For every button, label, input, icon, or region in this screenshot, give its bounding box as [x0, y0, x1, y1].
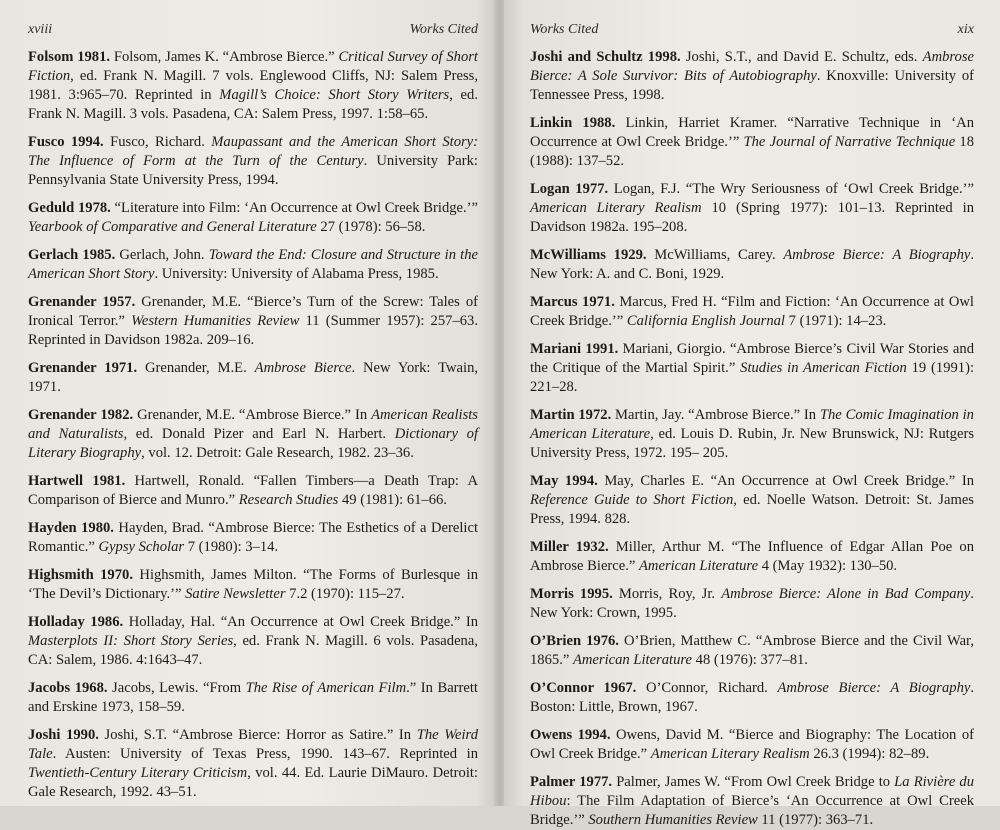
bibliography-entry	[530, 246, 974, 284]
entry-title: American Literature	[572, 652, 692, 668]
bibliography-entry	[530, 180, 974, 237]
entry-key: Linkin 1988.	[530, 115, 616, 131]
entry-title: Research Studies	[238, 492, 339, 508]
entry-key: Grenander 1957.	[28, 294, 136, 310]
entry-text: 26.3 (1994): 82–89.	[809, 746, 930, 762]
entry-text: 7 (1971): 14–23.	[784, 313, 887, 329]
entry-text: Joshi, S.T., and David E. Schultz, eds.	[680, 49, 923, 65]
bibliography-entry	[28, 133, 478, 190]
entry-key: May 1994.	[530, 473, 598, 489]
bibliography-entry	[530, 726, 974, 764]
entry-title: Reference Guide to Short Fiction	[530, 492, 734, 508]
entry-key: Morris 1995.	[530, 586, 613, 602]
entry-text: , ed. Donald Pizer and Earl N. Harbert.	[123, 426, 395, 442]
left-page	[0, 0, 496, 806]
entry-key: Joshi and Schultz 1998.	[530, 49, 681, 65]
running-head-title: Works Cited	[409, 22, 478, 37]
entry-text: 11 (1977): 363–71.	[757, 812, 874, 828]
bibliography-entry	[28, 679, 478, 717]
entry-text: Jacobs, Lewis. “From	[107, 680, 246, 696]
bibliography-entry	[28, 519, 478, 557]
entry-text: Palmer, James W. “From Owl Creek Bridge to	[612, 774, 895, 790]
page-number: xix	[957, 22, 974, 37]
entry-title: Studies in American Fiction	[740, 360, 907, 376]
entry-text: Grenander, M.E. “Bierce’s Turn of the Screw: Tales of Ironical Terror.”	[28, 294, 478, 329]
bibliography-entry	[28, 472, 478, 510]
entry-text: . Austen: University of Texas Press, 1990. 143–67. Reprinted in	[52, 746, 478, 762]
entry-text: Holladay, Hal. “An Occurrence at Owl Creek Bridge.” In	[123, 614, 479, 630]
entry-title: The Comic Imagination in American Literature	[530, 407, 974, 442]
entry-title: Ambrose Bierce: A Sole Survivor: Bits of Autobiography	[530, 49, 974, 84]
entry-text: Gerlach, John.	[115, 247, 209, 263]
entry-key: Hartwell 1981.	[28, 473, 126, 489]
bibliography-entry	[530, 472, 974, 529]
entry-title: Maupassant and the American Short Story: The Influence of Form at the Turn of the Century	[28, 134, 479, 169]
bibliography-entry	[28, 726, 478, 802]
entry-key: Marcus 1971.	[530, 294, 615, 310]
entry-text: , vol. 44. Ed. Laurie DiMauro. Detroit: Gale Research, 1992. 43–51.	[28, 765, 478, 800]
entry-key: O’Brien 1976.	[530, 633, 619, 649]
entry-text: . New York: Twain, 1971.	[28, 360, 479, 395]
entry-title: Ambrose Bierce: A Biography	[777, 680, 971, 696]
entry-title: American Literary Realism	[530, 200, 702, 216]
entry-key: Mariani 1991.	[530, 341, 619, 357]
bibliography-entry	[530, 293, 974, 331]
bibliography-entry	[28, 359, 478, 397]
entry-key: Folsom 1981.	[28, 49, 111, 65]
bibliography-entry	[28, 566, 478, 604]
entry-text: Linkin, Harriet Kramer. “Narrative Technique in ‘An Occurrence at Owl Creek Bridge.’”	[530, 115, 974, 150]
bibliography-entry	[28, 48, 478, 124]
entry-key: Joshi 1990.	[28, 727, 99, 743]
entry-key: Grenander 1971.	[28, 360, 138, 376]
bibliography-entry	[530, 340, 974, 397]
bibliography-entry	[28, 293, 478, 350]
entry-key: Owens 1994.	[530, 727, 611, 743]
entry-text: Mariani, Giorgio. “Ambrose Bierce’s Civil War Stories and the Critique of the Martial Spirit.”	[530, 341, 974, 376]
entry-title: The Journal of Narrative Technique	[743, 134, 956, 150]
entry-text: Morris, Roy, Jr.	[612, 586, 722, 602]
right-page	[504, 0, 1000, 828]
entry-title: American Literary Realism	[650, 746, 810, 762]
entry-title: Ambrose Bierce: A Biography	[783, 247, 971, 263]
entry-title: Twentieth-Century Literary Criticism	[28, 765, 248, 781]
entry-key: Grenander 1982.	[28, 407, 134, 423]
entry-key: O’Connor 1967.	[530, 680, 637, 696]
entry-text: 7.2 (1970): 115–27.	[285, 586, 405, 602]
bibliography-entry	[530, 48, 974, 105]
entry-text: 48 (1976): 377–81.	[692, 652, 808, 668]
entry-key: Miller 1932.	[530, 539, 609, 555]
entry-text: Fusco, Richard.	[103, 134, 212, 150]
entry-title: Southern Humanities Review	[588, 812, 758, 828]
entry-key: Logan 1977.	[530, 181, 609, 197]
bibliography-entry	[28, 246, 478, 284]
entry-text: . University Park: Pennsylvania State University Press, 1994.	[28, 153, 478, 188]
entry-key: Geduld 1978.	[28, 200, 111, 216]
entry-key: Martin 1972.	[530, 407, 612, 423]
entry-text: 49 (1981): 61–66.	[338, 492, 447, 508]
entry-title: American Realists and Naturalists	[28, 407, 478, 442]
entry-text: 11 (Summer 1957): 257–63. Reprinted in Davidson 1982a. 209–16.	[28, 313, 478, 348]
entry-title: Critical Survey of Short Fiction	[28, 49, 478, 84]
entry-key: Gerlach 1985.	[28, 247, 116, 263]
entry-title: Magill’s Choice: Short Story Writers	[219, 87, 450, 103]
running-head-title: Works Cited	[530, 22, 599, 37]
entry-text: , ed. Frank N. Magill. 6 vols. Pasadena, CA: Salem, 1986. 4:1643–47.	[28, 633, 478, 668]
entry-text: Grenander, M.E. “Ambrose Bierce.” In	[133, 407, 372, 423]
entry-text: : The Film Adaptation of Bierce’s ‘An Occurrence at Owl Creek Bridge.’”	[530, 793, 974, 828]
entry-title: Satire Newsletter	[185, 586, 286, 602]
entry-text: . New York: Crown, 1995.	[530, 586, 974, 621]
entry-text: Hartwell, Ronald. “Fallen Timbers—a Death Trap: A Comparison of Bierce and Munro.”	[28, 473, 478, 508]
entry-text: . New York: A. and C. Boni, 1929.	[530, 247, 975, 282]
entry-key: Palmer 1977.	[530, 774, 613, 790]
entry-text: 4 (May 1932): 130–50.	[758, 558, 898, 574]
entry-title: The Weird Tale	[28, 727, 478, 762]
entry-text: , ed. Frank N. Magill. 3 vols. Pasadena, CA: Salem Press, 1997. 1:58–65.	[28, 87, 478, 122]
entry-title: California English Journal	[626, 313, 785, 329]
running-head	[28, 22, 478, 38]
entry-title: Yearbook of Comparative and General Literature	[28, 219, 317, 235]
entry-text: “Literature into Film: ‘An Occurrence at Owl Creek Bridge.’”	[110, 200, 478, 216]
entry-key: Highsmith 1970.	[28, 567, 133, 583]
entry-text: , ed. Frank N. Magill. 7 vols. Englewood Cliffs, NJ: Salem Press, 1981. 3:965–70. Reprinted in	[28, 68, 478, 103]
entry-text: . University: University of Alabama Press, 1985.	[154, 266, 439, 282]
entry-text: Hayden, Brad. “Ambrose Bierce: The Esthetics of a Derelict Romantic.”	[28, 520, 478, 555]
bibliography-entry	[530, 406, 974, 463]
entry-key: Holladay 1986.	[28, 614, 124, 630]
entry-key: McWilliams 1929.	[530, 247, 647, 263]
entry-title: Toward the End: Closure and Structure in the American Short Story	[28, 247, 478, 282]
entry-text: 18 (1988): 137–52.	[530, 134, 975, 169]
entry-text: May, Charles E. “An Occurrence at Owl Creek Bridge.” In	[597, 473, 974, 489]
entry-title: Dictionary of Literary Biography	[28, 426, 478, 461]
entry-text: 10 (Spring 1977): 101–13. Reprinted in Davidson 1982a. 195–208.	[530, 200, 975, 235]
page-number: xviii	[28, 22, 53, 37]
bibliography-list	[530, 48, 974, 830]
running-head	[530, 22, 974, 38]
entry-key: Hayden 1980.	[28, 520, 114, 536]
entry-title: La Rivière du Hibou	[530, 774, 975, 809]
entry-text: Miller, Arthur M. “The Influence of Edgar Allan Poe on Ambrose Bierce.”	[530, 539, 974, 574]
entry-text: . Knoxville: University of Tennessee Press, 1998.	[530, 68, 974, 103]
entry-text: .” In Barrett and Erskine 1973, 158–59.	[28, 680, 478, 715]
bibliography-entry	[28, 406, 478, 463]
bibliography-entry	[530, 679, 974, 717]
entry-title: Ambrose Bierce: Alone in Bad Company	[721, 586, 971, 602]
bibliography-entry	[530, 632, 974, 670]
entry-text: 19 (1991): 221–28.	[530, 360, 974, 395]
entry-key: Jacobs 1968.	[28, 680, 108, 696]
entry-title: Ambrose Bierce	[254, 360, 352, 376]
entry-text: O’Connor, Richard.	[636, 680, 778, 696]
bibliography-entry	[28, 199, 478, 237]
bibliography-list	[28, 48, 478, 802]
bibliography-entry	[530, 773, 974, 830]
entry-text: , ed. Noelle Watson. Detroit: St. James Press, 1994. 828.	[530, 492, 974, 527]
entry-text: Marcus, Fred H. “Film and Fiction: ‘An Occurrence at Owl Creek Bridge.’”	[530, 294, 974, 329]
entry-text: Folsom, James K. “Ambrose Bierce.”	[110, 49, 339, 65]
entry-title: The Rise of American Film	[245, 680, 407, 696]
entry-key: Fusco 1994.	[28, 134, 104, 150]
entry-title: Western Humanities Review	[131, 313, 300, 329]
entry-text: Owens, David M. “Bierce and Biography: The Location of Owl Creek Bridge.”	[530, 727, 974, 762]
bibliography-entry	[530, 114, 974, 171]
entry-text: Martin, Jay. “Ambrose Bierce.” In	[611, 407, 820, 423]
bibliography-entry	[530, 585, 974, 623]
entry-text: 7 (1980): 3–14.	[184, 539, 279, 555]
entry-text: Highsmith, James Milton. “The Forms of Burlesque in ‘The Devil’s Dictionary.’”	[28, 567, 478, 602]
entry-text: , vol. 12. Detroit: Gale Research, 1982. 23–36.	[141, 445, 414, 461]
entry-text: Grenander, M.E.	[137, 360, 255, 376]
entry-text: , ed. Louis D. Rubin, Jr. New Brunswick, NJ: Rutgers University Press, 1972. 195– 205.	[530, 426, 974, 461]
entry-text: Logan, F.J. “The Wry Seriousness of ‘Owl Creek Bridge.’”	[608, 181, 974, 197]
entry-text: 27 (1978): 56–58.	[316, 219, 426, 235]
entry-text: . Boston: Little, Brown, 1967.	[530, 680, 974, 715]
entry-title: Gypsy Scholar	[98, 539, 185, 555]
bibliography-entry	[530, 538, 974, 576]
entry-title: Masterplots II: Short Story Series	[28, 633, 234, 649]
entry-text: O’Brien, Matthew C. “Ambrose Bierce and the Civil War, 1865.”	[530, 633, 974, 668]
bibliography-entry	[28, 613, 478, 670]
entry-text: Joshi, S.T. “Ambrose Bierce: Horror as Satire.” In	[98, 727, 417, 743]
entry-text: McWilliams, Carey.	[646, 247, 784, 263]
entry-title: American Literature	[639, 558, 759, 574]
